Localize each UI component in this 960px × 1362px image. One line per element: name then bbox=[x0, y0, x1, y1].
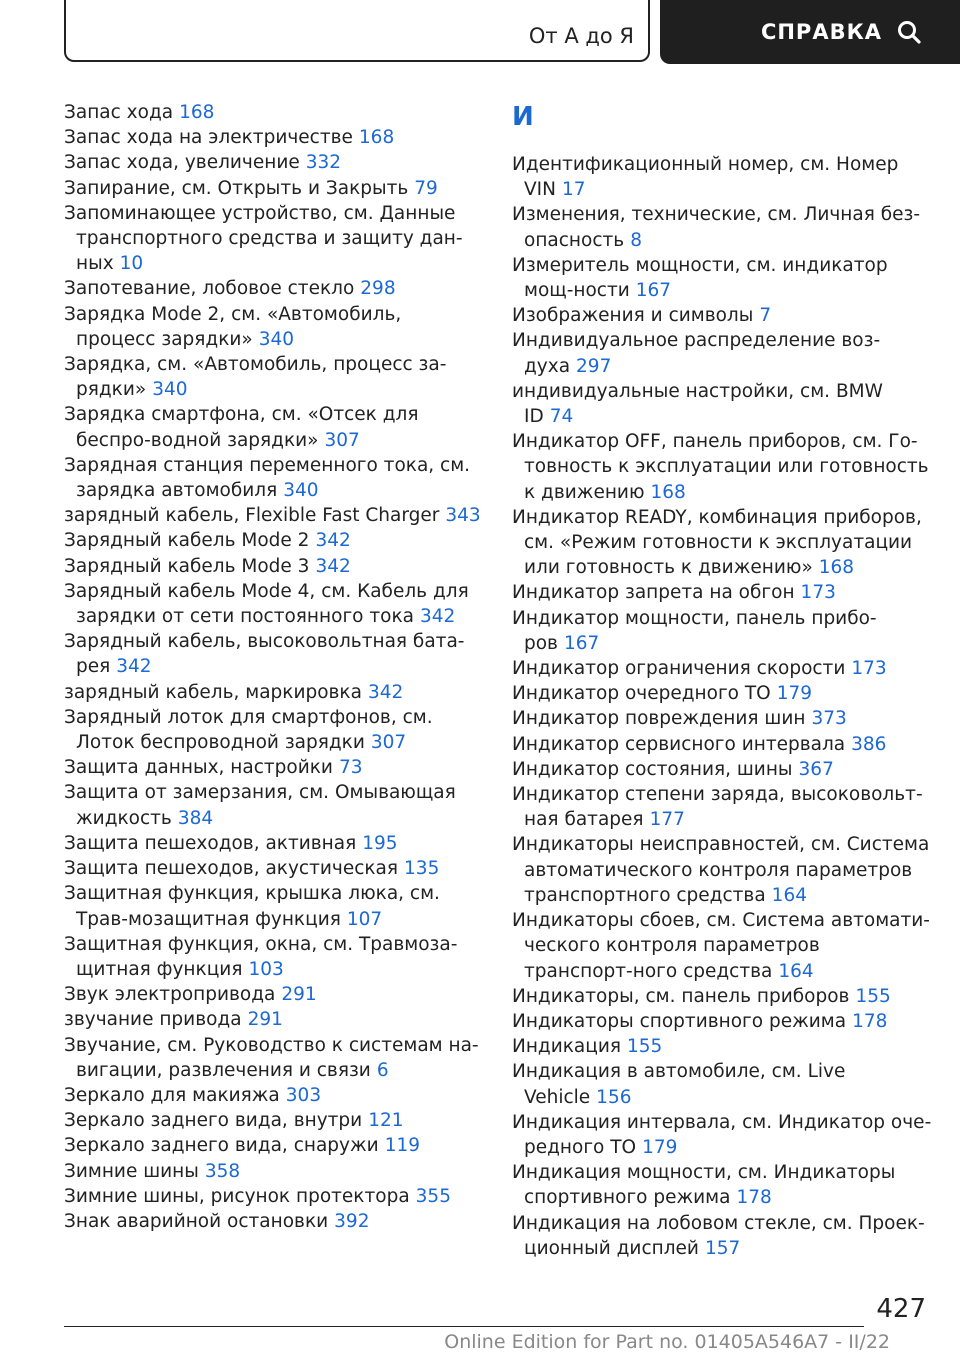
index-column-right bbox=[512, 100, 932, 1261]
index-entry bbox=[64, 1159, 484, 1184]
index-entry-page-link[interactable]: 173 bbox=[851, 658, 887, 680]
index-entry-term: Индикация bbox=[512, 1036, 622, 1058]
index-entry-term: Зарядка Mode 2, см. «Автомобиль, процесс зарядки» bbox=[64, 303, 402, 350]
header-tab-frame bbox=[64, 0, 650, 62]
index-entry-page-link[interactable]: 303 bbox=[285, 1084, 322, 1106]
index-entry bbox=[64, 856, 484, 881]
section-letter: И bbox=[512, 102, 534, 132]
index-entry-page-link[interactable]: 164 bbox=[778, 960, 814, 982]
index-entry-page-link[interactable]: 342 bbox=[367, 681, 404, 703]
index-entry-page-link[interactable]: 155 bbox=[855, 985, 891, 1007]
index-entry bbox=[64, 1184, 484, 1209]
index-entry-page-link[interactable]: 358 bbox=[204, 1160, 241, 1182]
index-entry-page-link[interactable]: 73 bbox=[338, 757, 363, 779]
index-entry bbox=[64, 831, 484, 856]
index-entry-page-link[interactable]: 332 bbox=[305, 152, 342, 174]
index-entry-term: Запас хода bbox=[64, 102, 174, 123]
index-entry-page-link[interactable]: 343 bbox=[445, 505, 481, 527]
index-entry bbox=[64, 932, 484, 982]
index-entry-term: Индикаторы сбоев, см. Система автомати-ческого контроля параметров транспорт-ного средства bbox=[512, 910, 930, 982]
index-entry bbox=[64, 780, 484, 830]
index-entry-page-link[interactable]: 355 bbox=[415, 1185, 451, 1207]
index-entry-term: Изменения, технические, см. Личная без-опасность bbox=[512, 204, 921, 251]
index-entry bbox=[64, 503, 484, 528]
index-entry-page-link[interactable]: 167 bbox=[635, 280, 672, 302]
index-entry-page-link[interactable]: 297 bbox=[576, 355, 612, 377]
index-entry-page-link[interactable]: 103 bbox=[248, 958, 284, 980]
index-entry bbox=[64, 755, 484, 780]
index-entry bbox=[512, 1110, 932, 1160]
index-entry-term: Запирание, см. Открыть и Закрыть bbox=[64, 177, 409, 199]
index-entry-page-link[interactable]: 342 bbox=[315, 530, 351, 552]
index-entry-page-link[interactable]: 179 bbox=[776, 683, 813, 705]
index-entry bbox=[64, 1108, 484, 1133]
index-entry-term: Индикатор ограничения скорости bbox=[512, 658, 846, 680]
index-entry-term: Защита от замерзания, см. Омывающая жидкость bbox=[64, 782, 456, 829]
index-entry-term: Индикация на лобовом стекле, см. Проек-ционный дисплей bbox=[512, 1212, 925, 1259]
page-number: 427 bbox=[876, 1294, 926, 1324]
index-entry-term: Индикатор OFF, панель приборов, см. Го-товность к эксплуатации или готовность к движению bbox=[512, 431, 929, 503]
index-entry bbox=[512, 1211, 932, 1261]
index-entry-page-link[interactable]: 6 bbox=[376, 1059, 389, 1081]
index-entry-term: Индикатор сервисного интервала bbox=[512, 733, 846, 755]
index-entry bbox=[512, 782, 932, 832]
index-entry bbox=[512, 1034, 932, 1059]
index-entry-page-link[interactable]: 340 bbox=[283, 480, 319, 502]
index-entry bbox=[512, 832, 932, 908]
index-entry-term: Зеркало заднего вида, внутри bbox=[64, 1110, 363, 1132]
index-entry-page-link[interactable]: 178 bbox=[736, 1187, 772, 1209]
index-entry bbox=[512, 984, 932, 1009]
index-entry-page-link[interactable]: 157 bbox=[704, 1237, 741, 1259]
index-entry-term: Зарядный лоток для смартфонов, см. Лоток беспроводной зарядки bbox=[64, 706, 433, 754]
index-entry bbox=[512, 606, 932, 656]
index-entry bbox=[64, 402, 484, 452]
index-entry bbox=[64, 100, 484, 125]
index-entry-term: Зимние шины, рисунок протектора bbox=[64, 1185, 410, 1207]
index-entry bbox=[512, 152, 932, 202]
footer-divider bbox=[64, 1326, 864, 1327]
index-entry-term: Зарядка смартфона, см. «Отсек для беспро-водной зарядки» bbox=[64, 404, 419, 451]
index-entry bbox=[512, 681, 932, 706]
index-entry bbox=[64, 125, 484, 150]
index-entry-page-link[interactable]: 155 bbox=[627, 1036, 663, 1058]
index-entry bbox=[64, 1209, 484, 1234]
index-entry bbox=[512, 1160, 932, 1210]
index-entry-page-link[interactable]: 8 bbox=[630, 229, 642, 251]
index-entry-page-link[interactable]: 10 bbox=[119, 253, 144, 275]
index-entry bbox=[512, 253, 932, 303]
index-entry-term: звучание привода bbox=[64, 1009, 242, 1031]
index-entry-page-link[interactable]: 342 bbox=[315, 555, 351, 577]
index-entry-page-link[interactable]: 17 bbox=[561, 179, 586, 201]
index-entry-page-link[interactable]: 173 bbox=[800, 582, 836, 604]
index-entry-page-link[interactable]: 121 bbox=[368, 1110, 404, 1132]
tab-a-to-z[interactable]: От А до Я bbox=[528, 24, 634, 48]
index-entry-page-link[interactable]: 340 bbox=[152, 379, 188, 401]
index-entry-page-link[interactable]: 168 bbox=[650, 481, 686, 503]
index-entry-term: Индикаторы спортивного режима bbox=[512, 1010, 847, 1032]
index-entry bbox=[512, 1059, 932, 1109]
index-entry bbox=[64, 705, 484, 755]
index-entry-page-link[interactable]: 307 bbox=[370, 732, 407, 754]
index-entry-page-link[interactable]: 307 bbox=[324, 429, 360, 451]
index-entry-term: Индикаторы неисправностей, см. Система автоматического контроля параметров транспортного средства bbox=[512, 834, 930, 906]
index-entry-term: Зарядный кабель Mode 3 bbox=[64, 555, 310, 577]
index-entry-page-link[interactable]: 291 bbox=[247, 1009, 283, 1031]
index-entry-term: Знак аварийной остановки bbox=[64, 1210, 329, 1232]
index-entry-term: Запас хода на электричестве bbox=[64, 127, 353, 149]
index-entry bbox=[512, 328, 932, 378]
index-entry bbox=[64, 1033, 484, 1083]
index-entry-page-link[interactable]: 178 bbox=[852, 1010, 888, 1032]
index-entry-page-link[interactable]: 168 bbox=[179, 102, 215, 123]
index-entry bbox=[64, 302, 484, 352]
index-entry-term: Измеритель мощности, см. индикатор мощ-ности bbox=[512, 254, 888, 302]
index-entry bbox=[64, 629, 484, 679]
index-entry-term: Индикатор повреждения шин bbox=[512, 708, 806, 730]
index-entry-term: Зарядная станция переменного тока, см. зарядка автомобиля bbox=[64, 454, 471, 502]
index-entry bbox=[64, 554, 484, 579]
index-entry-term: Индикатор степени заряда, высоковольт-ная батарея bbox=[512, 784, 923, 831]
index-entry-term: Индикатор READY, комбинация приборов, см. «Режим готовности к эксплуатации или готовность к движению» bbox=[512, 506, 922, 579]
index-entry bbox=[512, 757, 932, 782]
index-entry-term: Защита данных, настройки bbox=[64, 757, 333, 779]
index-entry bbox=[512, 908, 932, 984]
index-entry-page-link[interactable]: 392 bbox=[334, 1210, 370, 1232]
index-entry-term: Защита пешеходов, акустическая bbox=[64, 858, 399, 880]
index-entry-term: Звук электропривода bbox=[64, 984, 276, 1006]
index-entry-term: Зеркало для макияжа bbox=[64, 1084, 280, 1106]
index-entry bbox=[64, 528, 484, 553]
index-entry bbox=[64, 680, 484, 705]
index-entry bbox=[64, 150, 484, 175]
index-entry bbox=[64, 453, 484, 503]
index-entry bbox=[64, 201, 484, 277]
index-entry-term: зарядный кабель, Flexible Fast Charger bbox=[64, 505, 440, 527]
index-entry bbox=[512, 1009, 932, 1034]
index-entry-page-link[interactable]: 195 bbox=[362, 832, 398, 854]
index-entry-term: Индикация интервала, см. Индикатор оче-редного ТО bbox=[512, 1111, 932, 1158]
index-entry-page-link[interactable]: 367 bbox=[798, 758, 834, 780]
index-entry-term: Зарядный кабель, высоковольтная бата-рея bbox=[64, 631, 465, 678]
index-entry-term: Зарядка, см. «Автомобиль, процесс за-рядки» bbox=[64, 354, 447, 401]
index-entry-term: Индикатор очередного ТО bbox=[512, 683, 771, 705]
index-entry-term: Запотевание, лобовое стекло bbox=[64, 278, 355, 300]
index-entry bbox=[64, 881, 484, 931]
edition-text: Online Edition for Part no. 01405A546A7 - II/22 bbox=[444, 1331, 890, 1353]
index-entry-page-link[interactable]: 291 bbox=[281, 984, 317, 1006]
index-entries-right bbox=[512, 152, 932, 1261]
index-entry-page-link[interactable]: 119 bbox=[384, 1135, 420, 1157]
index-entry bbox=[512, 303, 932, 328]
index-entry bbox=[512, 505, 932, 581]
index-entry bbox=[512, 706, 932, 731]
index-entry-page-link[interactable]: 167 bbox=[563, 632, 600, 654]
index-entry-term: Индикация в автомобиле, см. Live Vehicle bbox=[512, 1061, 846, 1108]
index-entry-page-link[interactable]: 135 bbox=[404, 858, 440, 880]
index-entry-term: Индикатор запрета на обгон bbox=[512, 582, 795, 604]
index-column-left bbox=[64, 100, 484, 1234]
index-entry-term: Индикаторы, см. панель приборов bbox=[512, 985, 850, 1007]
index-entry bbox=[512, 656, 932, 681]
index-entry-page-link[interactable]: 373 bbox=[811, 708, 847, 730]
index-entry-term: Изображения и символы bbox=[512, 305, 754, 327]
index-entry-page-link[interactable]: 384 bbox=[177, 807, 214, 829]
tab-help-label: СПРАВКА bbox=[760, 20, 882, 44]
index-entry bbox=[512, 429, 932, 505]
index-entry bbox=[64, 1083, 484, 1108]
index-entry bbox=[64, 352, 484, 402]
index-entry-term: Защитная функция, крышка люка, см. Трав-мозащитная функция bbox=[64, 883, 440, 930]
index-entry-term: индивидуальные настройки, см. BMW ID bbox=[512, 380, 883, 428]
index-entry-term: Зеркало заднего вида, снаружи bbox=[64, 1135, 379, 1157]
index-entry bbox=[512, 202, 932, 252]
index-entry-page-link[interactable]: 342 bbox=[419, 606, 456, 628]
index-entry bbox=[64, 276, 484, 301]
index-entry-term: Звучание, см. Руководство к системам на-вигации, развлечения и связи bbox=[64, 1034, 479, 1081]
index-entry-term: Индикация мощности, см. Индикаторы спортивного режима bbox=[512, 1162, 896, 1209]
index-entry bbox=[64, 1133, 484, 1158]
index-entry-term: Защитная функция, окна, см. Травмоза-щитная функция bbox=[64, 933, 458, 980]
index-entry-term: Зарядный кабель Mode 2 bbox=[64, 530, 310, 552]
index-entry bbox=[512, 580, 932, 605]
index-entry-page-link[interactable]: 74 bbox=[549, 406, 574, 428]
index-entry-page-link[interactable]: 386 bbox=[851, 733, 887, 755]
index-entry-page-link[interactable]: 168 bbox=[818, 557, 855, 579]
index-entry bbox=[64, 982, 484, 1007]
index-entry-page-link[interactable]: 340 bbox=[258, 328, 295, 350]
index-entry-term: Запас хода, увеличение bbox=[64, 152, 300, 174]
index-entry-page-link[interactable]: 164 bbox=[771, 884, 807, 906]
index-entry-term: Индикатор мощности, панель прибо-ров bbox=[512, 607, 877, 654]
index-entry bbox=[512, 732, 932, 757]
index-entry-page-link[interactable]: 177 bbox=[649, 809, 685, 831]
index-entry-page-link[interactable]: 156 bbox=[596, 1086, 632, 1108]
index-entry bbox=[64, 176, 484, 201]
index-entry-page-link[interactable]: 79 bbox=[414, 177, 438, 199]
index-entry-page-link[interactable]: 179 bbox=[642, 1136, 678, 1158]
index-entry-page-link[interactable]: 342 bbox=[116, 656, 152, 678]
index-entry-term: Запоминающее устройство, см. Данные транспортного средства и защиту дан-ных bbox=[64, 202, 463, 275]
index-entry bbox=[512, 379, 932, 429]
index-entry-term: Индикатор состояния, шины bbox=[512, 758, 793, 780]
index-entry bbox=[64, 579, 484, 629]
index-entry-page-link[interactable]: 7 bbox=[759, 305, 772, 327]
index-entry-page-link[interactable]: 107 bbox=[346, 908, 383, 930]
index-entry-term: Индивидуальное распределение воз-духа bbox=[512, 330, 881, 377]
tab-help[interactable] bbox=[660, 0, 960, 64]
index-entry-term: Зимние шины bbox=[64, 1160, 199, 1182]
index-entry-term: Идентификационный номер, см. Номер VIN bbox=[512, 154, 899, 201]
index-entry-page-link[interactable]: 298 bbox=[360, 278, 396, 300]
index-entry-page-link[interactable]: 168 bbox=[358, 127, 395, 149]
index-entry-term: Зарядный кабель Mode 4, см. Кабель для зарядки от сети постоянного тока bbox=[64, 580, 469, 628]
search-icon[interactable] bbox=[896, 19, 922, 45]
index-entry-term: зарядный кабель, маркировка bbox=[64, 681, 362, 703]
index-entry bbox=[64, 1007, 484, 1032]
index-entry-term: Защита пешеходов, активная bbox=[64, 832, 357, 854]
